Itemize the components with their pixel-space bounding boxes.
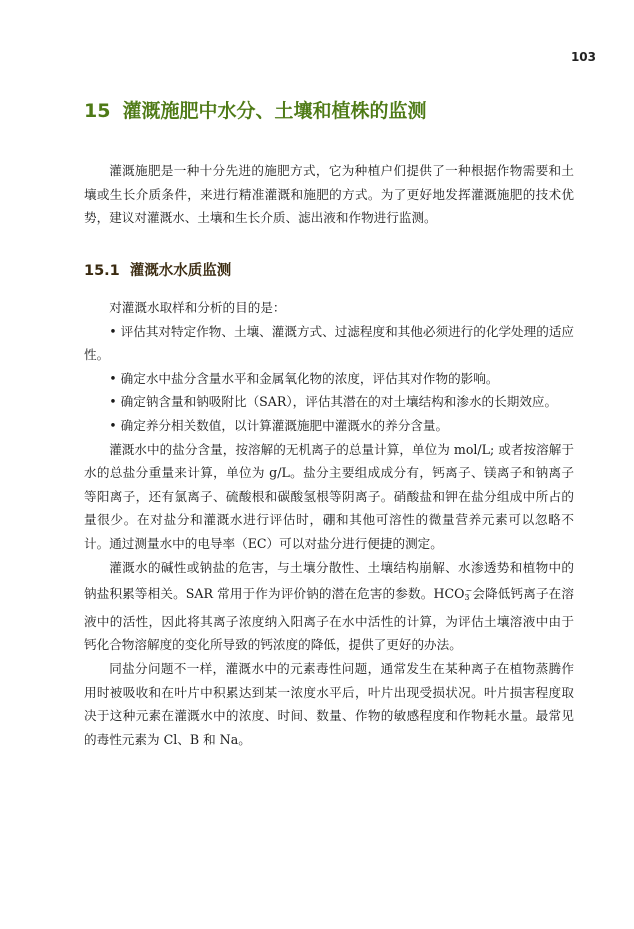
bicarbonate-charge: −	[465, 586, 473, 596]
bullet-icon: •	[109, 323, 117, 339]
bullet-text: 确定养分相关数值，以计算灌溉施肥中灌溉水的养分含量。	[120, 417, 449, 433]
section-title	[84, 259, 231, 280]
purpose-intro: 对灌溉水取样和分析的目的是：	[109, 300, 286, 315]
toxicity-paragraph: 同盐分问题不一样，灌溉水中的元素毒性问题，通常发生在某种离子在植物蒸腾作用时被吸收和在叶片中积累达到某一浓度水平后，叶片出现受损状况。叶片损害程度取决于这种元素在灌溉水中的浓度、时间、数量、作物的敏感程度和作物耗水量。最常见的毒性元素为 Cl、B 和 Na。	[84, 660, 574, 747]
sodium-paragraph	[84, 556, 574, 657]
section-title-text: 灌溉水水质监测	[129, 263, 232, 279]
bullet-icon: •	[109, 394, 117, 410]
bullet-item	[84, 414, 574, 438]
salinity-paragraph: 灌溉水中的盐分含量，按溶解的无机离子的总量计算，单位为 mol/L; 或者按溶解于水的总盐分重量来计算，单位为 g/L。盐分主要组成成分有，钙离子、镁离子和钠离子等阳离子，还有氯离子、硫酸根和碳酸氢根等阴离子。硝酸盐和钾在盐分组成中所占的量很少。在对盐分和灌溉水进行评估时，硼和其他可溶性的微量营养元素可以忽略不计。通过测量水中的电导率（EC）可以对盐分进行便捷的测定。	[84, 441, 574, 551]
bullet-text: 评估其对特定作物、土壤、灌溉方式、过滤程度和其他必须进行的化学处理的适应性。	[84, 323, 574, 363]
bullet-icon: •	[109, 370, 117, 386]
intro-paragraph-block	[84, 159, 574, 230]
section-body	[84, 296, 574, 751]
bullet-item	[84, 367, 574, 391]
chapter-number: 15	[84, 100, 111, 122]
sodium-text-part2: 会降低钙离子在溶液中的活性，因此将其离子浓度纳入阳离子在水中活性的计算，为评估土壤溶液中由于钙化合物溶解度的变化所导致的钙浓度的降低，提供了更好的办法。	[84, 586, 575, 653]
bullet-item	[84, 390, 574, 414]
bullet-item	[84, 320, 574, 367]
bullet-text: 确定钠含量和钠吸附比（SAR），评估其潜在的对土壤结构和渗水的长期效应。	[120, 394, 558, 410]
intro-paragraph: 灌溉施肥是一种十分先进的施肥方式，它为种植户们提供了一种根据作物需要和土壤或生长介质条件，来进行精准灌溉和施肥的方式。为了更好地发挥灌溉施肥的技术优势，建议对灌溉水、土壤和生长介质、滤出液和作物进行监测。	[84, 163, 574, 226]
chapter-title-text: 灌溉施肥中水分、土壤和植株的监测	[122, 100, 427, 122]
bullet-icon: •	[109, 417, 117, 433]
sodium-text-part1: 灌溉水的碱性或钠盐的危害，与土壤分散性、土壤结构崩解、水渗透势和植物中的钠盐积累等相关。SAR 常用于作为评价钠的潜在危害的参数。HCO	[84, 559, 574, 602]
bullet-text: 确定水中盐分含量水平和金属氧化物的浓度，评估其对作物的影响。	[120, 370, 499, 386]
page-number: 103	[570, 50, 596, 64]
chapter-title	[84, 96, 426, 123]
section-number: 15.1	[84, 263, 120, 279]
bicarbonate-subscript: 3	[464, 593, 470, 603]
